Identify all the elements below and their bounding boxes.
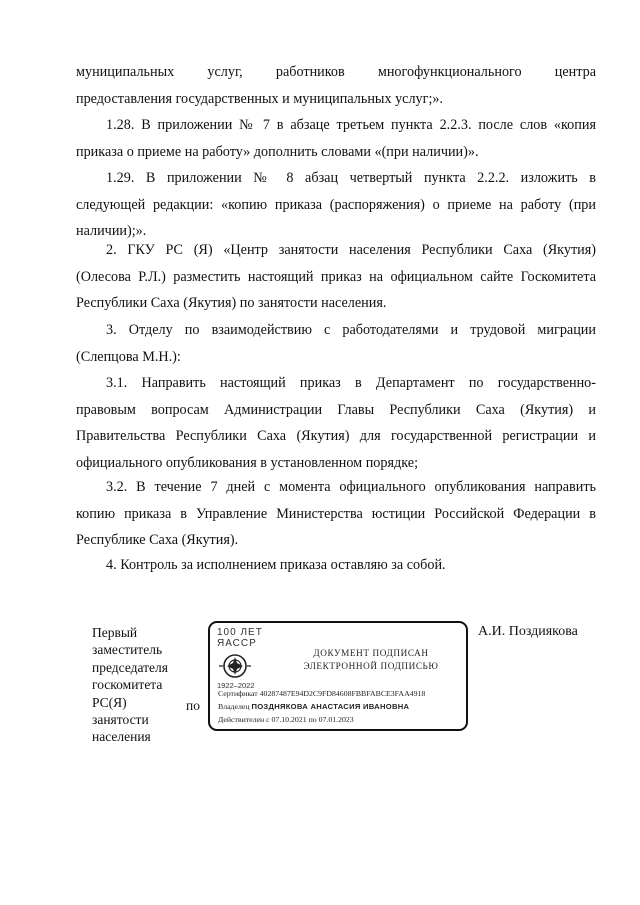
signer-position-line: госкомитета [92, 677, 163, 693]
text-line: муниципальных услуг, работников многофункционального центра [76, 64, 596, 80]
paragraph-3 [76, 317, 596, 370]
certificate-label: Сертификат [218, 689, 258, 698]
text-line: 3.1. Направить настоящий приказ в Департамент по государственно- [106, 375, 596, 391]
text-line: (Слепцова М.Н.): [76, 348, 181, 365]
signer-position-line: Первый [92, 625, 138, 640]
signer-position-line: председателя [92, 659, 168, 675]
signer-position-line: занятости [92, 711, 149, 727]
text-line: следующей редакции: «копию приказа (распоряжения) о приеме на работу (при [76, 196, 596, 213]
text-line: (Олесова Р.Л.) разместить настоящий приказ на официальном сайте Госкомитета [76, 268, 596, 285]
certificate-row [218, 689, 425, 698]
text-line: наличии);». [76, 223, 147, 239]
paragraph-3-2 [76, 474, 596, 554]
signer-name: А.И. Поздиякова [478, 624, 578, 639]
certificate-value: 40287487E94D2C9FD84608FBBFABCE3FAA4918 [259, 689, 426, 698]
electronic-signature-stamp [208, 621, 468, 731]
stamp-heading [276, 647, 466, 673]
paragraph-1-29 [76, 165, 596, 245]
emblem-icon [217, 653, 253, 679]
signer-position-line: населения [92, 729, 151, 745]
signer-position-line: РС(Я) [92, 694, 127, 710]
logo-line: ЯАССР [217, 638, 257, 649]
text-line: копию приказа в Управление Министерства юстиции Российской Федерации в [76, 505, 596, 522]
anniversary-logo-text [217, 627, 263, 649]
validity-value: с 07.10.2021 по 07.01.2023 [266, 715, 354, 724]
text-line: Республики Саха (Якутия) по занятости населения. [76, 295, 387, 311]
validity-row [218, 715, 354, 724]
text-line: 2. ГКУ РС (Я) «Центр занятости населения Республики Саха (Якутия) [106, 242, 596, 258]
signer-position [92, 624, 168, 746]
validity-label: Действителен [218, 715, 265, 724]
stamp-heading-line: ДОКУМЕНТ ПОДПИСАН [313, 648, 429, 658]
text-line: 1.28. В приложении № 7 в абзаце третьем пункта 2.2.3. после слов «копия [106, 117, 596, 133]
stamp-heading-line: ЭЛЕКТРОННОЙ ПОДПИСЬЮ [303, 661, 439, 671]
text-line: 3. Отделу по взаимодействию с работодателями и трудовой миграции [106, 322, 596, 338]
text-line: предоставления государственных и муниципальных услуг;». [76, 90, 444, 107]
text-line: 1.29. В приложении № 8 абзац четвертый пункта 2.2.2. изложить в [106, 170, 596, 186]
paragraph-1-28 [76, 112, 596, 165]
owner-value: ПОЗДНЯКОВА АНАСТАСИЯ ИВАНОВНА [251, 702, 410, 711]
text-line: 4. Контроль за исполнением приказа оставляю за собой. [106, 557, 446, 573]
signer-position-po: по [186, 698, 200, 713]
paragraph-3-1 [76, 370, 596, 476]
text-line: правовым вопросам Администрации Главы Республики Саха (Якутия) и [76, 401, 596, 418]
owner-label: Владелец [218, 702, 250, 711]
owner-row [218, 702, 409, 711]
text-line: приказа о приеме на работу» дополнить словами «(при наличии)». [76, 143, 479, 160]
text-line: Республике Саха (Якутия). [76, 532, 239, 548]
text-line: официального опубликования в установленном порядке; [76, 454, 419, 471]
paragraph-continuation [76, 59, 596, 112]
logo-line: 100 ЛЕТ [217, 627, 263, 638]
paragraph-2 [76, 237, 596, 317]
paragraph-4 [76, 552, 596, 579]
text-line: 3.2. В течение 7 дней с момента официального опубликования направить [106, 479, 596, 495]
text-line: Правительства Республики Саха (Якутия) для государственной регистрации и [76, 428, 596, 444]
signer-position-line: заместитель [92, 642, 163, 658]
logo-years: 1922–2022 [217, 681, 255, 690]
